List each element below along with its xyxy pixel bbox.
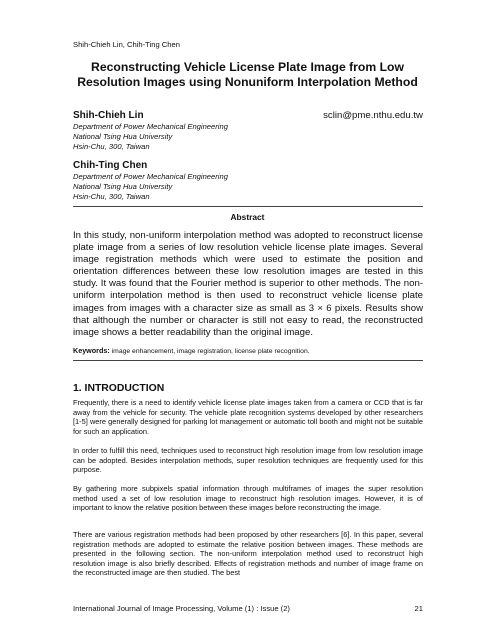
author-1-university: National Tsing Hua University: [73, 132, 173, 141]
keywords: [73, 346, 310, 355]
author-2-department: Department of Power Mechanical Engineering: [73, 172, 228, 181]
abstract-body: In this study, non-uniform interpolation method was adopted to reconstruct license plate image from a series of low resolution vehicle license plate images. Several image registration methods which were used to estimate the position and orientation differences between these low resolution images are tested in this study. It was found that the Fourier method is superior to other methods. The non-uniform interpolation method is then used to reconstruct vehicle license plate images from images with a character size as small as 3 × 6 pixels. Results show that although the number or character is still not easy to read, the reconstructed image shows a better readability than the original image.: [73, 230, 423, 338]
title-line-1: Reconstructing Vehicle License Plate Image from Low: [91, 60, 404, 74]
author-1-name: Shih-Chieh Lin: [73, 110, 144, 121]
author-2-university: National Tsing Hua University: [73, 182, 173, 191]
abstract-bottom-rule: [73, 360, 423, 361]
title-line-2: Resolution Images using Nonuniform Interpolation Method: [77, 75, 418, 89]
intro-paragraph-2: In order to fulfill this need, techniques used to reconstruct high resolution image from low resolution image can be adopted. Besides interpolation methods, super resolution techniques are frequently used for this purpose.: [73, 446, 423, 475]
footer-page-number: 21: [414, 604, 423, 613]
author-1-email: sclin@pme.nthu.edu.tw: [323, 110, 423, 121]
footer-journal: International Journal of Image Processing, Volume (1) : Issue (2): [73, 604, 290, 613]
author-1-location: Hsin-Chu, 300, Taiwan: [73, 142, 150, 151]
author-2-affiliation: [73, 172, 228, 202]
section-heading-introduction: 1. INTRODUCTION: [73, 383, 165, 394]
abstract-top-rule: [73, 206, 423, 207]
intro-paragraph-4: There are various registration methods had been proposed by other researchers [6]. In this paper, several registration methods are adopted to estimate the relative position between images. These methods are presented in the following section. The non-uniform interpolation method used to reconstruct high resolution image is also briefly described. Effects of registration methods and number of image frame on the reconstructed image are then studied. The best: [73, 530, 423, 578]
abstract-heading: Abstract: [230, 212, 265, 222]
paper-title: [60, 60, 435, 90]
author-2-name: Chih-Ting Chen: [73, 160, 148, 171]
keywords-text: image enhancement, image registration, license plate recognition.: [111, 348, 310, 355]
intro-paragraph-1: Frequently, there is a need to identify vehicle license plate images taken from a camera or CCD that is far away from the vehicle for security. The vehicle plate recognition systems developed by other researchers [1-5] were generally designed for parking lot management or automatic toll booth and might not be suitable for such an application.: [73, 398, 423, 436]
running-head: Shih-Chieh Lin, Chih-Ting Chen: [73, 40, 180, 49]
author-2-location: Hsin-Chu, 300, Taiwan: [73, 192, 150, 201]
intro-paragraph-3: By gathering more subpixels spatial information through multiframes of images the super resolution method used a set of low resolution image to reconstruct high resolution images. However, it is of important to know the relative position between these images before reconstructing the image.: [73, 484, 423, 513]
author-1-department: Department of Power Mechanical Engineering: [73, 122, 228, 131]
keywords-label: Keywords:: [73, 346, 110, 355]
author-1-affiliation: [73, 122, 228, 152]
